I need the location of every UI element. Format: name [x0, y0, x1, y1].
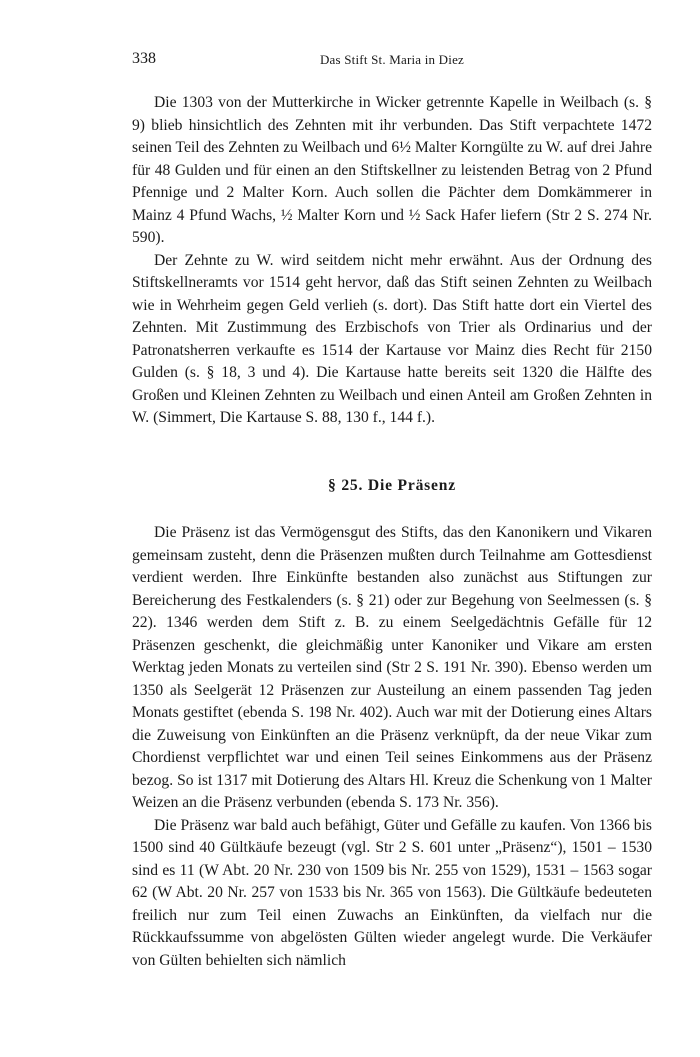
section-heading: § 25. Die Präsenz — [328, 476, 456, 494]
paragraph-gueltkaeufe: Die Präsenz war bald auch befähigt, Güter und Gefälle zu kaufen. Von 1366 bis 1500 sind 40 Gültkäufe bezeugt (vgl. Str 2 S. 601 unter „Präsenz“), 1501 – 1530 sind es 11 (W Abt. 20 Nr. 230 von 1509 bis Nr. 255 von 1529), 1531 – 1563 sogar 62 (W Abt. 20 Nr. 257 von 1533 bis Nr. 365 von 1563). Die Gültkäufe bedeuteten freilich nur zum Teil einen Zuwachs an Einkünften, da vielfach nur die Rückkaufssumme von abgelösten Gülten wieder angelegt wurde. Die Verkäufer von Gülten behielten sich nämlich — [132, 816, 652, 969]
body-text — [132, 92, 652, 972]
running-title: Das Stift St. Maria in Diez — [319, 52, 465, 67]
page-number: 338 — [132, 50, 156, 67]
page-header — [132, 50, 652, 70]
paragraph-zehnte: Der Zehnte zu W. wird seitdem nicht mehr erwähnt. Aus der Ordnung des Stiftskellneramts vor 1514 geht hervor, daß das Stift seinen Zehnten zu Weilbach wie in Wehrheim gegen Geld verlieh (s. dort). Das Stift hatte dort ein Viertel des Zehnten. Mit Zustimmung des Erzbischofs von Trier als Ordinarius und der Patronatsherren verkaufte es 1514 der Kartause vor Mainz dies Recht für 2150 Gulden (s. § 18, 3 und 4). Die Kartause hatte bereits seit 1320 die Hälfte des Großen und Kleinen Zehnten zu Weilbach und einen Anteil am Großen Zehnten in W. (Simmert, Die Kartause S. 88, 130 f., 144 f.). — [132, 251, 652, 426]
paragraph-weilbach: Die 1303 von der Mutterkirche in Wicker getrennte Kapelle in Weilbach (s. § 9) blieb hinsichtlich des Zehnten mit ihr verbunden. Das Stift verpachtete 1472 seinen Teil des Zehnten zu Weilbach und 6½ Malter Korngülte zu W. auf drei Jahre für 48 Gulden und für einen an den Stiftskellner zu leistenden Betrag von 2 Pfund Pfennige und 2 Malter Korn. Auch sollen die Pächter dem Domkämmerer in Mainz 4 Pfund Wachs, ½ Malter Korn und ½ Sack Hafer liefern (Str 2 S. 274 Nr. 590). — [132, 94, 652, 246]
paragraph-praesenz: Die Präsenz ist das Vermögensgut des Stifts, das den Kanonikern und Vikaren gemeinsam zusteht, denn die Präsenzen mußten durch Teilnahme am Gottesdienst verdient werden. Ihre Einkünfte bestanden also zunächst aus Stiftungen zur Bereicherung des Festkalenders (s. § 21) oder zur Begehung von Seelmessen (s. § 22). 1346 werden dem Stift z. B. zu einem Seelgedächtnis Gefälle für 12 Präsenzen geschenkt, die gleichmäßig unter Kanoniker und Vikare am ersten Werktag jeden Monats zu verteilen sind (Str 2 S. 191 Nr. 390). Ebenso werden um 1350 als Seelgerät 12 Präsenzen zur Austeilung an einem passenden Tag jeden Monats gestiftet (ebenda S. 198 Nr. 402). Auch war mit der Dotierung eines Altars die Zuweisung von Einkünften an die Präsenz verknüpft, da der neue Vikar zum Chordienst verpflichtet war und einen Teil seines Einkommens aus der Präsenz bezog. So ist 1317 mit Dotierung des Altars Hl. Kreuz die Schenkung von 1 Malter Weizen an die Präsenz verbunden (ebenda S. 173 Nr. 356). — [132, 524, 652, 811]
